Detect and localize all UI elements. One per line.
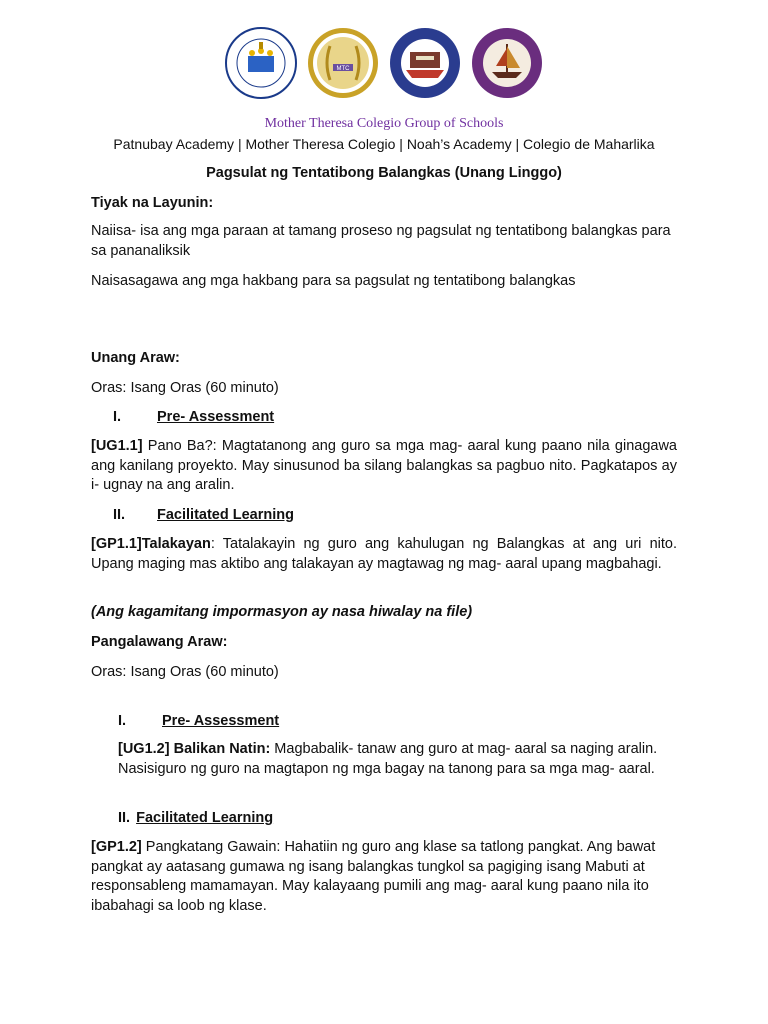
day1-heading: Unang Araw:: [91, 350, 180, 366]
section-number: I.: [113, 409, 122, 425]
ug12-paragraph: [118, 740, 708, 779]
day2-time: Oras: Isang Oras (60 minuto): [91, 664, 279, 680]
page-title: Pagsulat ng Tentatibong Balangkas (Unang Linggo): [206, 165, 562, 181]
section-number: II.: [118, 810, 131, 826]
gp11-paragraph: [91, 535, 677, 574]
mtc-logo-text: MTC: [336, 66, 350, 72]
ug12-code: [UG1.2] Balikan Natin:: [118, 741, 271, 757]
colegio-de-maharlika-logo: [470, 26, 544, 100]
objective-1: Naiisa- isa ang mga paraan at tamang proseso ng pagsulat ng tentatibong balangkas para sa pananaliksik: [91, 223, 671, 259]
day1-section-1: [113, 408, 699, 428]
ug12-text: Magbabalik- tanaw ang guro at mag- aaral sa naging aralin. Nasisiguro ng guro na magtapon ng mga bagay na tanong para sa mga mag- aaral.: [118, 741, 658, 777]
section-title: Pre- Assessment: [162, 713, 280, 729]
objective-2: Naisasagawa ang mga hakbang para sa pagsulat ng tentatibong balangkas: [91, 273, 576, 289]
gp12-code: [GP1.2]: [91, 839, 142, 855]
noahs-academy-logo: [388, 26, 462, 100]
gp11-code: [GP1.1]Talakayan: [91, 536, 211, 552]
section-title: Facilitated Learning: [157, 507, 294, 523]
ug11-text: Pano Ba?: Magtatanong ang guro sa mga mag- aaral kung paano nila ginagawa ang kanilang proyekto. May sinusunod ba silang balangkas sa pagbuo nito. Pagkatapos ay i- ugnay na ang aralin.: [91, 438, 677, 493]
gp12-text: Pangkatang Gawain: Hahatiin ng guro ang klase sa tatlong pangkat. Ang bawat pangkat ay aatasang gumawa ng isang balangkas tungkol sa pagiging isang Mabuti at responsableng mamamayan. May kalayaang pumili ang mag- aaral kung paano nila ito ibabahagi sa loob ng klase.: [91, 839, 656, 914]
ug11-code: [UG1.1]: [91, 438, 143, 454]
group-name: Mother Theresa Colegio Group of Schools: [264, 116, 504, 131]
day1-time: Oras: Isang Oras (60 minuto): [91, 380, 279, 396]
gp11-text: : Tatalakayin ng guro ang kahulugan ng Balangkas at ang uri nito. Upang maging mas aktibo ang talakayan ay magtawag ng mag- aaral upang magbahagi.: [91, 536, 677, 572]
section-number: II.: [113, 507, 126, 523]
logo-row: [0, 26, 768, 110]
day2-heading: Pangalawang Araw:: [91, 634, 228, 650]
section-number: I.: [118, 713, 127, 729]
note: (Ang kagamitang impormasyon ay nasa hiwalay na file): [91, 604, 473, 620]
schools-line: Patnubay Academy | Mother Theresa Colegio | Noah’s Academy | Colegio de Maharlika: [113, 136, 655, 152]
day2-section-1: [118, 712, 704, 732]
objectives-heading: Tiyak na Layunin:: [91, 195, 214, 211]
day1-section-2: [113, 506, 699, 526]
mother-theresa-colegio-logo: [306, 26, 380, 100]
patnubay-academy-logo: [224, 26, 298, 100]
section-title: Pre- Assessment: [157, 409, 275, 425]
day2-section-2: [118, 809, 704, 829]
ug11-paragraph: [91, 437, 677, 496]
gp12-paragraph: [91, 838, 677, 916]
section-title: Facilitated Learning: [136, 810, 274, 826]
